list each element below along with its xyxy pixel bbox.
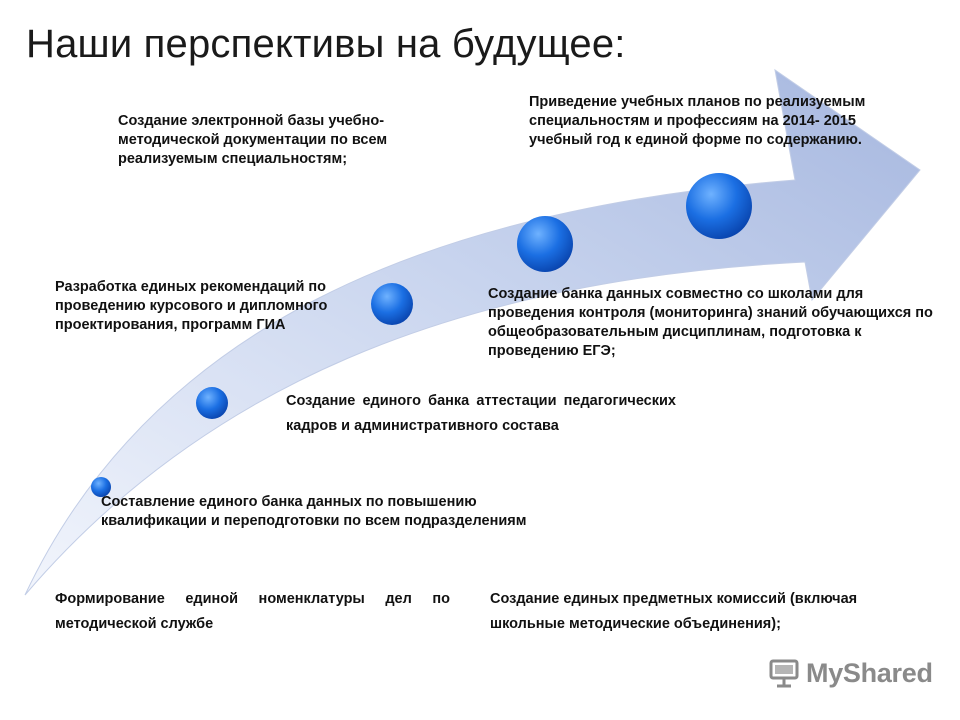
item-subject-commissions: Создание единых предметных комиссий (включая школьные методические объединения); bbox=[490, 591, 858, 632]
watermark-text: MyShared bbox=[806, 657, 933, 688]
watermark-logo bbox=[768, 656, 933, 690]
milestone-bead-3 bbox=[371, 283, 413, 325]
item-qualification-bank: Составление единого банка данных по повышению квалификации и переподготовки по всем подразделениям bbox=[101, 494, 527, 529]
presentation-board-icon bbox=[768, 657, 800, 689]
item-curricula: Приведение учебных планов по реализуемым специальностям и профессиям на 2014- 2015 учебный год к единой форме по содержанию. bbox=[529, 94, 866, 148]
item-electronic-base: Создание электронной базы учебно-методической документации по всем реализуемым специальностям; bbox=[118, 113, 388, 167]
milestone-bead-4 bbox=[517, 216, 573, 272]
page-title: Наши перспективы на будущее: bbox=[26, 22, 626, 66]
milestone-bead-2 bbox=[196, 387, 228, 419]
item-nomenclature: Формирование единой номенклатуры дел по методической службе bbox=[55, 591, 450, 632]
milestone-bead-5 bbox=[686, 173, 752, 239]
item-school-databank: Создание банка данных совместно со школами для проведения контроля (мониторинга) знаний обучающихся по общеобразовательным дисциплинам, подготовка к проведению ЕГЭ; bbox=[488, 286, 933, 359]
item-recommendations: Разработка единых рекомендаций по проведению курсового и дипломного проектирования, программ ГИА bbox=[55, 279, 328, 333]
item-attestation-bank: Создание единого банка аттестации педагогических кадров и административного состава bbox=[286, 393, 676, 434]
